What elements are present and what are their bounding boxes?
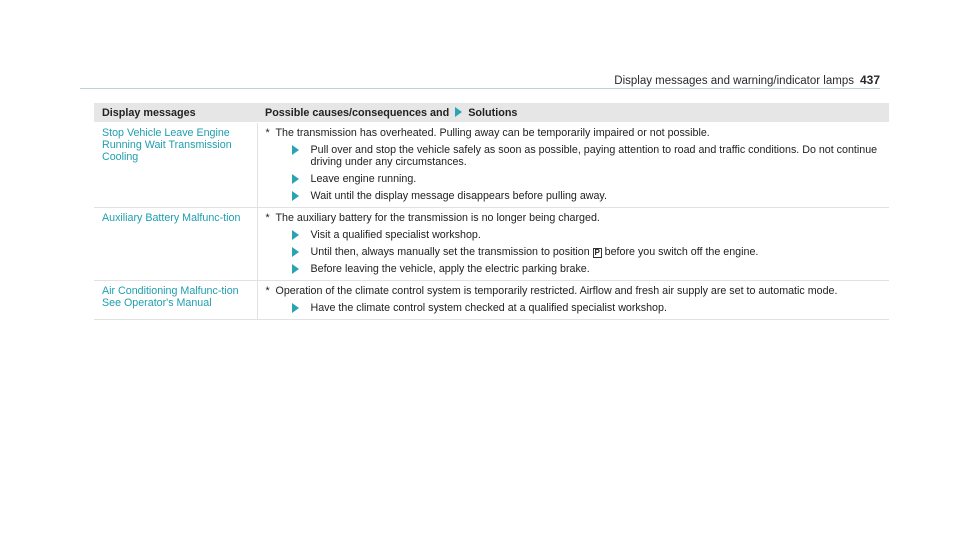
step-arrow-icon	[292, 303, 299, 313]
step-text: Leave engine running.	[310, 173, 417, 185]
cause	[266, 212, 882, 224]
step-text-part: Until then, always manually set the transmission to position	[310, 246, 590, 258]
step-arrow-icon	[292, 145, 299, 155]
table-row	[94, 123, 889, 208]
table-row	[94, 208, 889, 281]
display-message: Auxiliary Battery Malfunc-tion	[94, 208, 257, 281]
column-header-causes-text: Possible causes/consequences and	[265, 107, 450, 119]
solution-step	[292, 229, 882, 241]
page-header	[80, 73, 880, 87]
table-header-row	[94, 103, 889, 123]
cause-solution-cell	[257, 281, 889, 320]
bullet-asterisk-icon: *	[265, 127, 270, 139]
solution-step	[292, 173, 882, 185]
page-number: 437	[859, 73, 880, 87]
step-text: Visit a qualified specialist workshop.	[310, 229, 481, 241]
cause	[266, 127, 882, 139]
header-divider	[80, 88, 880, 89]
bullet-asterisk-icon: *	[265, 285, 270, 297]
step-text: Pull over and stop the vehicle safely as soon as possible, paying attention to road and traffic conditions. Do not continue driving under any circumstances.	[310, 144, 878, 168]
step-text: Wait until the display message disappears before pulling away.	[310, 190, 607, 202]
solution-step	[292, 302, 882, 314]
solution-step	[292, 263, 882, 275]
solution-step	[292, 144, 882, 168]
solution-arrow-icon	[455, 107, 462, 117]
step-text-part: before you switch off the engine.	[604, 246, 759, 258]
step-arrow-icon	[292, 191, 299, 201]
step-arrow-icon	[292, 264, 299, 274]
solution-step	[292, 190, 882, 202]
step-arrow-icon	[292, 230, 299, 240]
step-text	[311, 246, 882, 258]
column-header-solutions-text: Solutions	[468, 107, 518, 119]
solution-step	[292, 246, 882, 258]
step-arrow-icon	[292, 174, 299, 184]
cause-text: The transmission has overheated. Pulling away can be temporarily impaired or not possible.	[275, 127, 710, 139]
display-message: Stop Vehicle Leave Engine Running Wait Transmission Cooling	[94, 123, 257, 208]
gear-p-icon: P	[594, 248, 600, 257]
bullet-asterisk-icon: *	[265, 212, 270, 224]
step-arrow-icon	[292, 247, 299, 257]
cause-text: The auxiliary battery for the transmission is no longer being charged.	[275, 212, 600, 224]
cause-solution-cell	[257, 123, 889, 208]
page-header-title: Display messages and warning/indicator lamps	[614, 75, 854, 87]
cause-solution-cell	[257, 208, 889, 281]
step-text: Before leaving the vehicle, apply the electric parking brake.	[310, 263, 590, 275]
column-header-causes	[257, 103, 889, 123]
table-row	[94, 281, 889, 320]
cause-text: Operation of the climate control system is temporarily restricted. Airflow and fresh air supply are set to automatic mode.	[275, 285, 838, 297]
display-message: Air Conditioning Malfunc-tion See Operator's Manual	[94, 281, 257, 320]
display-messages-table	[94, 103, 889, 320]
cause	[266, 285, 882, 297]
column-header-messages: Display messages	[94, 103, 257, 123]
step-text: Have the climate control system checked at a qualified specialist workshop.	[310, 302, 667, 314]
